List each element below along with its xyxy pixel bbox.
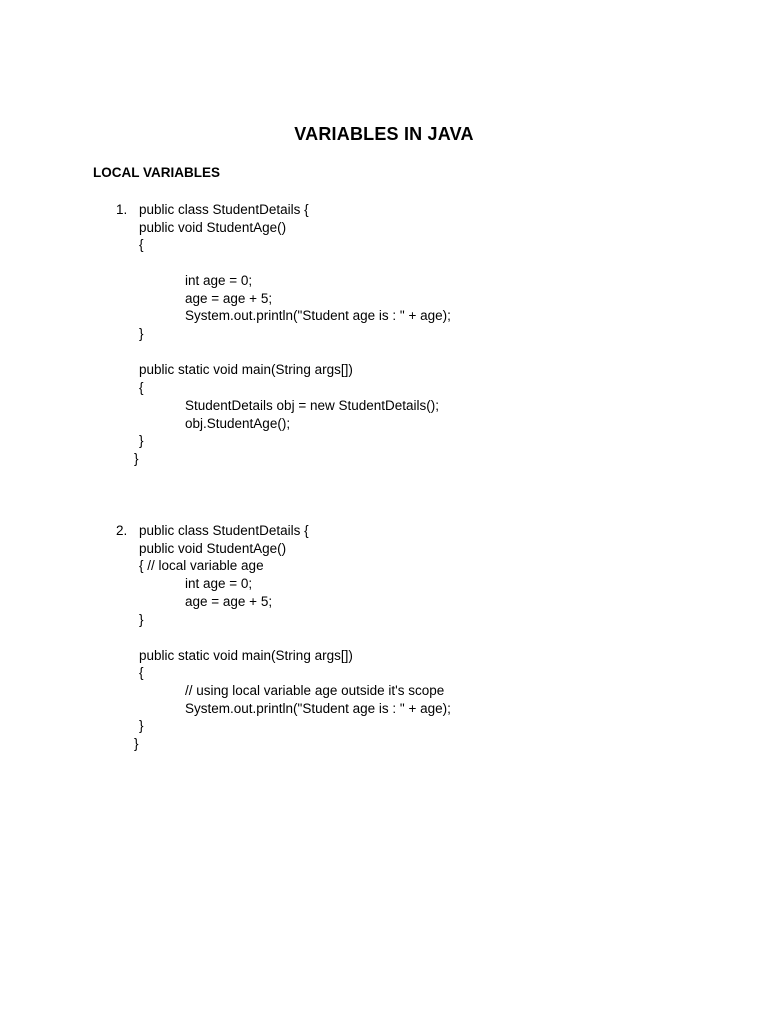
code-line: }	[139, 612, 144, 627]
code-line: StudentDetails obj = new StudentDetails();	[185, 398, 440, 413]
code-line: {	[139, 665, 144, 680]
code-line: age = age + 5;	[185, 291, 273, 306]
code-line: }	[134, 451, 139, 466]
code-line: { // local variable age	[139, 558, 264, 573]
example-2-number: 2.	[116, 523, 128, 538]
code-line: public void StudentAge()	[139, 541, 287, 556]
code-line: int age = 0;	[185, 576, 253, 591]
code-line: System.out.println("Student age is : " + age);	[185, 308, 451, 323]
code-line: {	[139, 380, 144, 395]
code-line: obj.StudentAge();	[185, 416, 291, 431]
code-line: // using local variable age outside it's scope	[185, 683, 445, 698]
code-line: public class StudentDetails {	[139, 523, 309, 538]
code-line: public static void main(String args[])	[139, 648, 353, 663]
code-line: }	[134, 736, 139, 751]
code-line: public class StudentDetails {	[139, 202, 309, 217]
code-line: System.out.println("Student age is : " + age);	[185, 701, 451, 716]
code-line: }	[139, 433, 144, 448]
code-line: age = age + 5;	[185, 594, 273, 609]
code-line: }	[139, 718, 144, 733]
code-line: int age = 0;	[185, 273, 253, 288]
code-line: public void StudentAge()	[139, 220, 287, 235]
section-heading: LOCAL VARIABLES	[93, 165, 221, 180]
code-line: public static void main(String args[])	[139, 362, 353, 377]
example-1-number: 1.	[116, 202, 128, 217]
code-line: {	[139, 237, 144, 252]
document-title: VARIABLES IN JAVA	[294, 124, 474, 144]
code-line: }	[139, 326, 144, 341]
